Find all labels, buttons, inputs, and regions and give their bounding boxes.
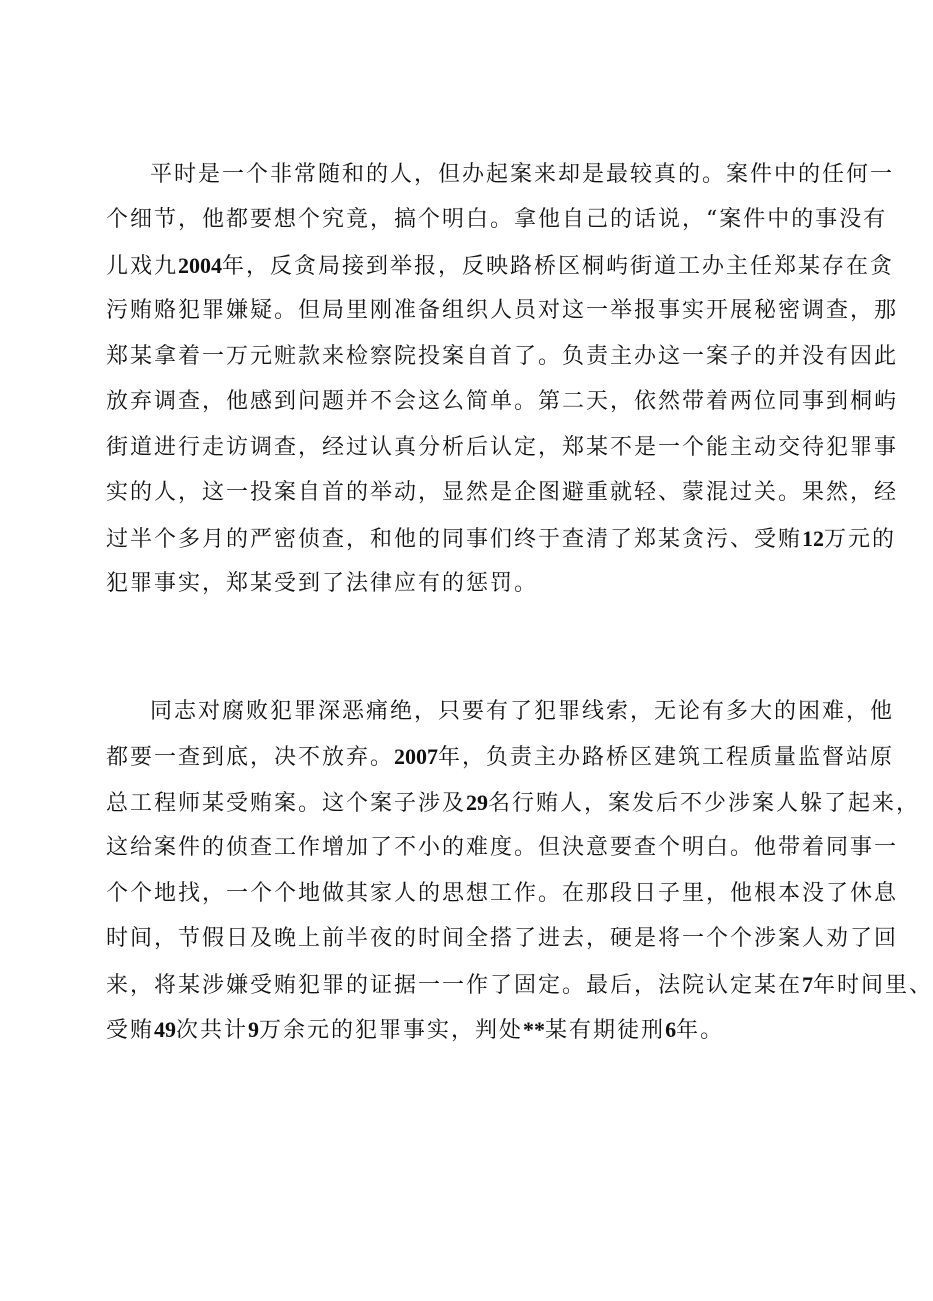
paragraph-line: 街道进行走访调查，经过认真分析后认定，郑某不是一个能主动交待犯罪事 [106, 435, 899, 460]
paragraph-line: 过半个多月的严密侦查，和他的同事们终于查清了郑某贪污、受贿12万元的 [106, 526, 897, 552]
paragraph-line: 都要一查到底，决不放弃。2007年，负责主办路桥区建筑工程质量监督站原 [106, 744, 895, 770]
paragraph-line: 时间，节假日及晚上前半夜的时间全搭了进去，硬是将一个个涉案人劝了回 [106, 926, 899, 951]
paragraph-line: 平时是一个非常随和的人，但办起案来却是最较真的。案件中的任何一 [150, 162, 895, 187]
paragraph-line: 污贿赂犯罪嫌疑。但局里刚准备组织人员对这一举报事实开展秘密调查，那 [106, 298, 899, 323]
paragraph-line: 犯罪事实，郑某受到了法律应有的惩罚。 [106, 571, 539, 596]
paragraph-line: 受贿49次共计9万余元的犯罪事实，判处**某有期徒刑6年。 [106, 1017, 725, 1043]
paragraph-line: 个细节，他都要想个究竟，搞个明白。拿他自己的话说，“案件中的事没有 [106, 207, 888, 232]
paragraph-line: 实的人，这一投案自首的举动，显然是企图避重就轻、蒙混过关。果然，经 [106, 480, 899, 505]
paragraph-line: 来，将某涉嫌受贿犯罪的证据一一作了固定。最后，法院认定某在7年时间里、 [106, 972, 933, 998]
paragraph-line: 郑某拿着一万元赃款来检察院投案自首了。负责主办这一案子的并没有因此 [106, 344, 899, 369]
paragraph-line: 放弃调查，他感到问题并不会这么简单。第二天，依然带着两位同事到桐屿 [106, 389, 899, 414]
paragraph-line: 个个地找，一个个地做其家人的思想工作。在那段日子里，他根本没了休息 [106, 881, 899, 906]
paragraph-line: 总工程师某受贿案。这个案子涉及29名行贿人，案发后不少涉案人躲了起来， [106, 790, 921, 816]
paragraph-line: 这给案件的侦查工作增加了不小的难度。但決意要查个明白。他带着同事一 [106, 835, 899, 860]
paragraph-line: 同志对腐败犯罪深恶痛绝，只要有了犯罪线索，无论有多大的困难，他 [150, 699, 895, 724]
paragraph-line: 儿戏九2004年，反贪局接到举报，反映路桥区桐屿街道工办主任郑某存在贪 [106, 253, 895, 279]
